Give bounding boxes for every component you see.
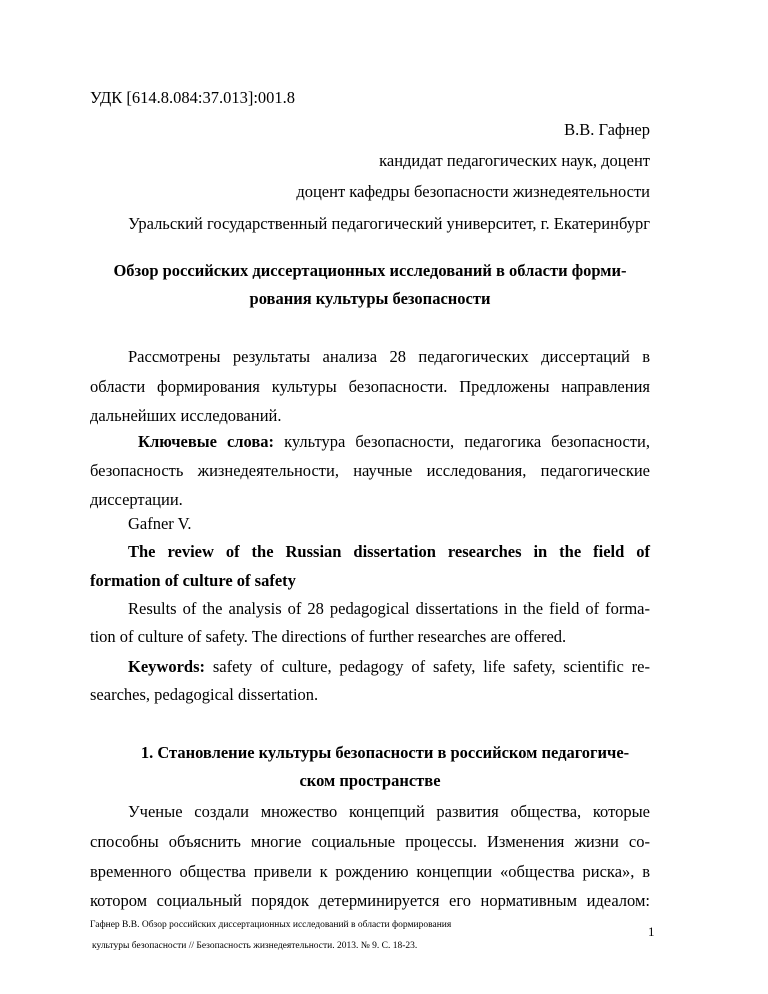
- abstract-ru-line2: области формирования культуры безопасности. Предложены направления: [90, 377, 650, 396]
- abstract-en-line2: tion of culture of safety. The directions of further researches are offered.: [90, 627, 567, 646]
- abstract-ru-line1: Рассмотрены результаты анализа 28 педагогических диссертаций в: [128, 347, 650, 366]
- author-en: Gafner V.: [128, 514, 192, 533]
- section1-heading-line2: ском пространстве: [299, 771, 441, 790]
- footer-citation-line2: культуры безопасности // Безопасность жизнедеятельности. 2013. № 9. С. 18-23.: [92, 941, 418, 951]
- title-ru-line2: рования культуры безопасности: [249, 289, 491, 308]
- keywords-ru-line1: Ключевые слова: культура безопасности, педагогика безопасности,: [138, 432, 650, 451]
- page-number: 1: [648, 924, 655, 939]
- author-affiliation: Уральский государственный педагогический университет, г. Екатеринбург: [128, 214, 650, 233]
- udk-code: УДК [614.8.084:37.013]:001.8: [90, 88, 296, 107]
- section1-para-line1: Ученые создали множество концепций развития общества, которые: [128, 802, 650, 821]
- section1-para-line4: котором социальный порядок детерминируется его нормативным идеалом:: [90, 891, 650, 910]
- keywords-en-line2: searches, pedagogical dissertation.: [90, 685, 319, 704]
- author-name: В.В. Гафнер: [564, 120, 650, 139]
- title-ru-line1: Обзор российских диссертационных исследований в области форми-: [113, 261, 627, 280]
- section1-para-line2: способны объяснить многие социальные процессы. Изменения жизни со-: [90, 832, 650, 851]
- author-degree: кандидат педагогических наук, доцент: [379, 151, 650, 170]
- footer-citation-line1: Гафнер В.В. Обзор российских диссертационных исследований в области формирования: [90, 920, 452, 930]
- title-en-line2: formation of culture of safety: [90, 571, 296, 590]
- abstract-en-line1: Results of the analysis of 28 pedagogical dissertations in the field of forma-: [128, 599, 650, 618]
- keywords-ru-line3: диссертации.: [90, 490, 183, 509]
- section1-para-line3: временного общества привели к рождению концепции «общества риска», в: [90, 862, 650, 881]
- keywords-en-line1: Keywords: safety of culture, pedagogy of safety, life safety, scientific re-: [128, 657, 650, 676]
- title-en-line1: The review of the Russian dissertation researches in the field of: [128, 542, 650, 561]
- keywords-ru-line2: безопасность жизнедеятельности, научные исследования, педагогические: [90, 461, 650, 480]
- section1-heading-line1: 1. Становление культуры безопасности в российском педагогиче-: [140, 743, 630, 762]
- author-position: доцент кафедры безопасности жизнедеятельности: [296, 182, 650, 201]
- abstract-ru-line3: дальнейших исследований.: [90, 406, 282, 425]
